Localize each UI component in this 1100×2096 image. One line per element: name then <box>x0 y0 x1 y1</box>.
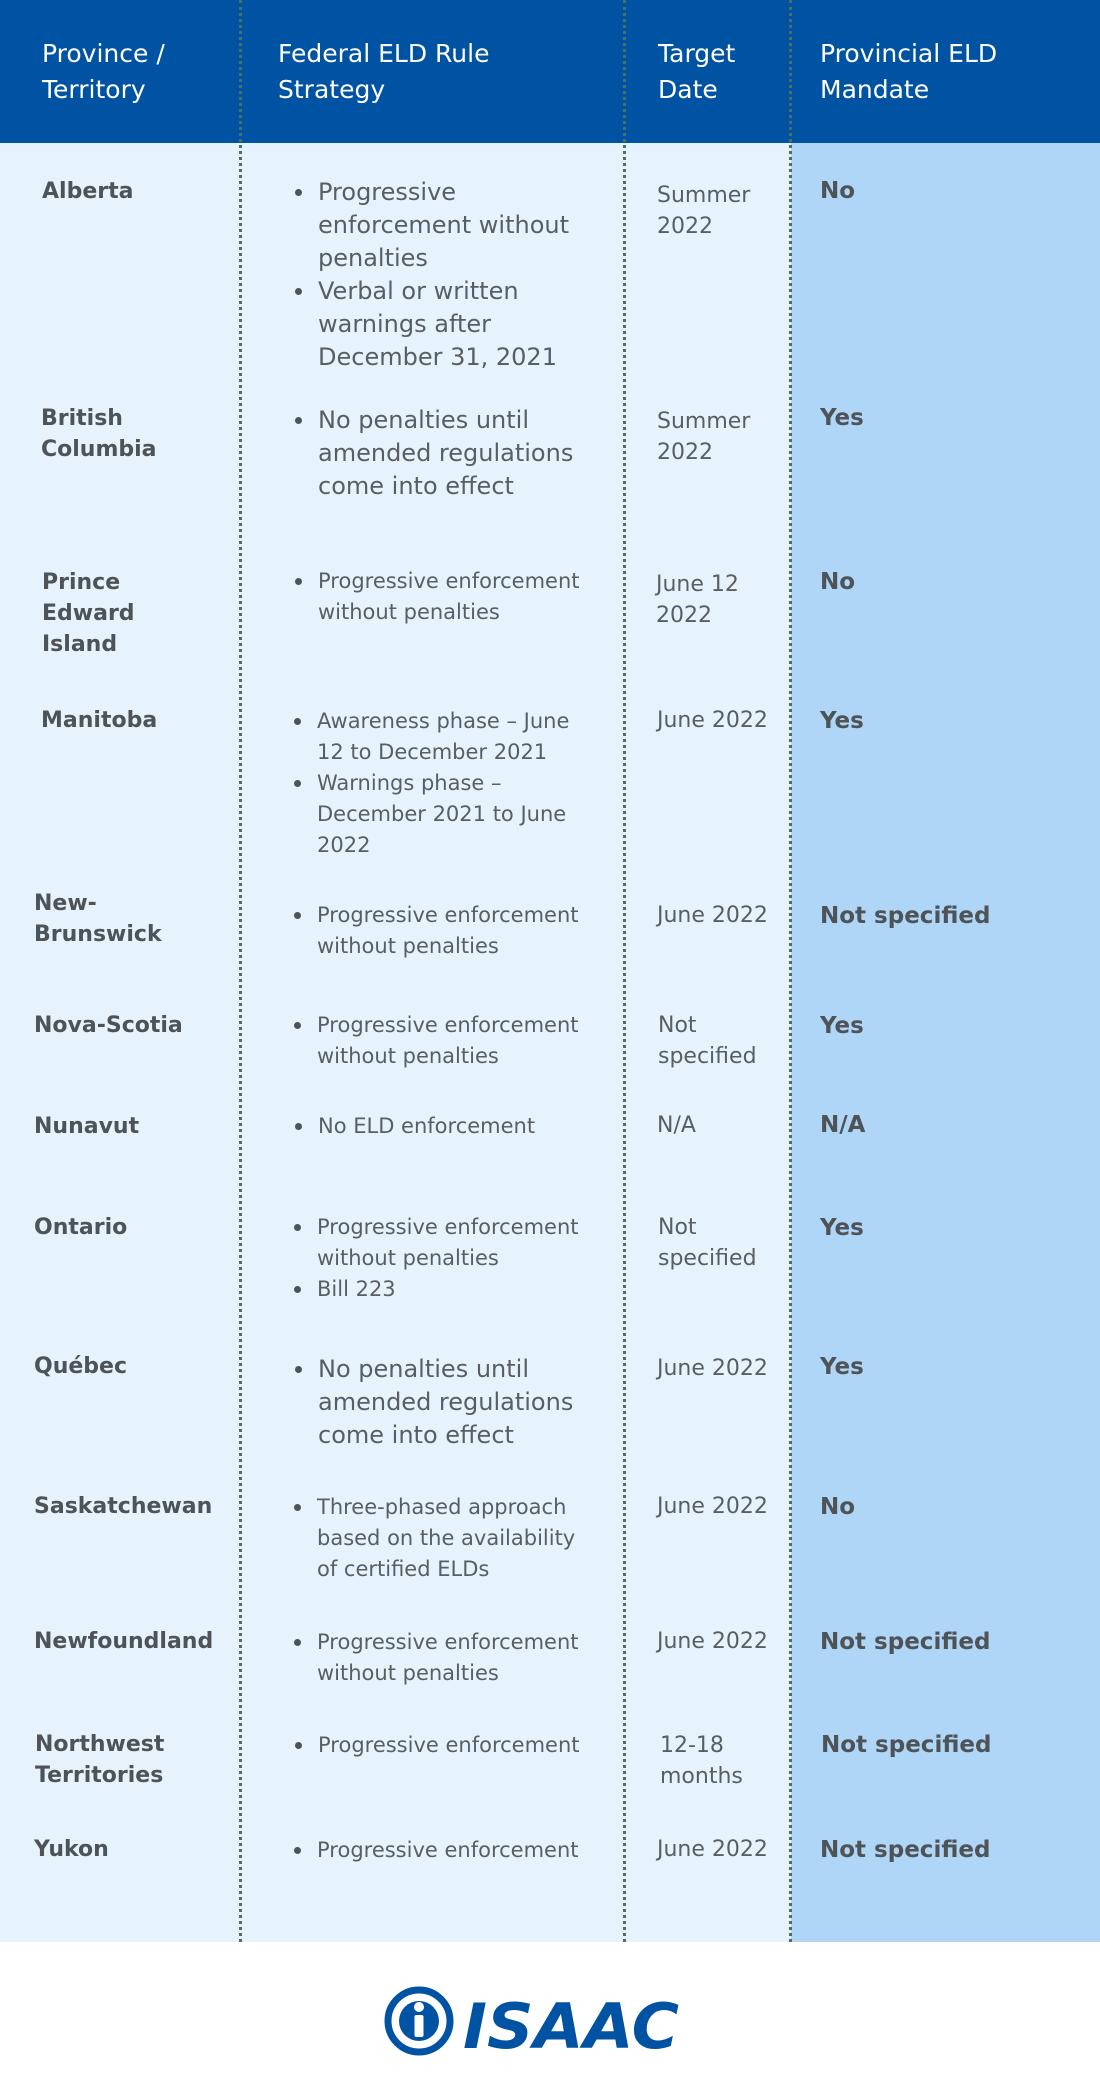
table-header <box>0 0 1100 143</box>
province-name: Prince Edward Island <box>42 570 135 657</box>
province-name: British Columbia <box>41 406 157 462</box>
mandate-value: No <box>820 569 856 595</box>
province-name: Nunavut <box>34 1114 140 1139</box>
target-date: June 12 2022 <box>656 572 739 628</box>
strategy-list <box>290 1212 580 1305</box>
header-target-date: Target Date <box>658 39 736 104</box>
province-name: Nova-Scotia <box>34 1013 183 1038</box>
strategy-list <box>291 404 581 503</box>
province-name: Alberta <box>42 179 134 204</box>
province-name: Newfoundland <box>34 1629 214 1654</box>
province-name: Manitoba <box>41 708 158 733</box>
column-divider <box>789 0 792 1942</box>
strategy-item: No penalties until amended regulations come into effect <box>291 1353 581 1452</box>
column-divider <box>623 0 626 1942</box>
target-date: N/A <box>657 1113 696 1138</box>
strategy-list <box>290 1835 580 1866</box>
strategy-item: Progressive enforcement without penalties <box>290 1010 580 1072</box>
mandate-value: No <box>820 1494 856 1520</box>
strategy-item: No ELD enforcement <box>291 1111 581 1142</box>
mandate-value: Yes <box>820 708 864 734</box>
strategy-item: Warnings phase – December 2021 to June 2022 <box>290 768 580 861</box>
header-federal-strategy: Federal ELD Rule Strategy <box>278 39 490 104</box>
target-date: June 2022 <box>657 708 768 733</box>
strategy-list <box>291 1353 581 1452</box>
mandate-value: Yes <box>820 405 864 431</box>
province-name: Québec <box>34 1354 127 1379</box>
target-date: 12-18 months <box>660 1733 743 1789</box>
target-date: Summer 2022 <box>657 409 751 465</box>
target-date: Not specified <box>658 1013 757 1069</box>
mandate-value: N/A <box>820 1112 866 1138</box>
target-date: June 2022 <box>657 1629 768 1654</box>
target-date: June 2022 <box>657 903 768 928</box>
strategy-list <box>290 1492 580 1585</box>
mandate-value: Not specified <box>821 1732 992 1758</box>
strategy-list <box>290 1010 580 1072</box>
strategy-item: Progressive enforcement without penalties <box>290 1627 580 1689</box>
target-date: June 2022 <box>657 1494 768 1519</box>
province-name: Ontario <box>34 1215 128 1240</box>
strategy-item: Progressive enforcement <box>290 1835 580 1866</box>
strategy-item: Bill 223 <box>290 1274 580 1305</box>
mandate-value: No <box>820 178 856 204</box>
strategy-list <box>290 706 580 861</box>
mandate-value: Not specified <box>820 1837 991 1863</box>
target-date: June 2022 <box>657 1356 768 1381</box>
isaac-logo-text: ISAAC <box>463 1990 679 2059</box>
mandate-value: Yes <box>820 1013 864 1039</box>
isaac-logo <box>383 1983 683 2059</box>
target-date: Summer 2022 <box>657 183 751 239</box>
target-date: Not specified <box>658 1215 757 1271</box>
strategy-list <box>291 1730 581 1761</box>
mandate-value: Yes <box>820 1354 864 1380</box>
target-date: June 2022 <box>657 1837 768 1862</box>
strategy-item: Awareness phase – June 12 to December 2021 <box>290 706 580 768</box>
province-name: New- Brunswick <box>34 891 162 947</box>
strategy-item: Progressive enforcement without penalties <box>290 900 580 962</box>
province-name: Northwest Territories <box>35 1732 165 1788</box>
header-province: Province / Territory <box>42 39 165 104</box>
header-provincial-mandate: Provincial ELD Mandate <box>820 39 998 104</box>
strategy-item: No penalties until amended regulations come into effect <box>291 404 581 503</box>
strategy-list <box>290 1627 580 1689</box>
mandate-value: Yes <box>820 1215 864 1241</box>
mandate-value: Not specified <box>820 1629 991 1655</box>
strategy-item: Verbal or written warnings after December 31, 2021 <box>291 275 581 374</box>
strategy-item: Progressive enforcement without penalties <box>290 1212 580 1274</box>
strategy-item: Progressive enforcement without penalties <box>291 176 581 275</box>
isaac-logo-icon <box>388 1990 450 2052</box>
province-name: Yukon <box>34 1837 109 1862</box>
strategy-list <box>290 900 580 962</box>
strategy-list <box>291 1111 581 1142</box>
mandate-value: Not specified <box>820 903 991 929</box>
province-name: Saskatchewan <box>34 1494 213 1519</box>
strategy-item: Progressive enforcement <box>291 1730 581 1761</box>
strategy-item: Progressive enforcement without penalties <box>291 566 581 628</box>
strategy-list <box>291 176 581 374</box>
strategy-list <box>291 566 581 628</box>
column-divider <box>239 0 242 1942</box>
strategy-item: Three-phased approach based on the availability of certified ELDs <box>290 1492 580 1585</box>
